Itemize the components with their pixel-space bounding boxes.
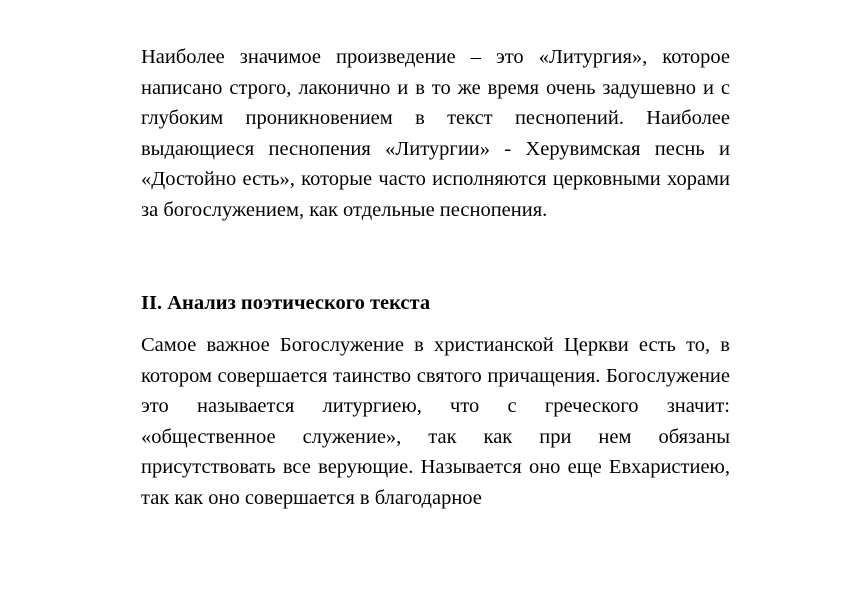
paragraph-liturgy-definition: Самое важное Богослужение в христианской Церкви есть то, в котором совершается таинство святого причащения. Богослужение это называется литургиею, что с греческого значит: «общественное служение», так как при нем обязаны присутствовать все верующие. Называется оно еще Евхаристиею, так как оно совершается в благодарное [141,334,730,509]
section-heading: II. Анализ поэтического текста [141,292,431,314]
paragraph-liturgy-intro: Наиболее значимое произведение – это «Литургия», которое написано строго, лаконично и в то же время очень задушевно и с глубоким проникновением в текст песнопений. Наиболее выдающиеся песнопения «Литургии» - Херувимская песнь и «Достойно есть», которые часто исполняются церковными хорами за богослужением, как отдельные песнопения. [141,46,730,221]
